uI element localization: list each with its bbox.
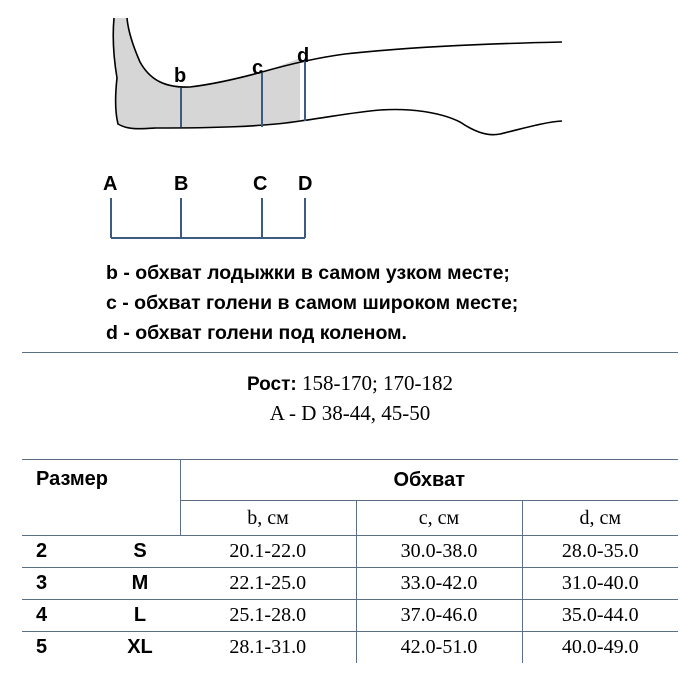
size-info-block — [22, 353, 678, 460]
girth-header: Обхват — [180, 460, 678, 501]
table-row — [22, 536, 678, 568]
size-code: L — [100, 600, 180, 632]
girth-c-value: 30.0-38.0 — [356, 536, 522, 568]
size-number: 5 — [22, 632, 100, 664]
size-code: M — [100, 568, 180, 600]
size-code: XL — [100, 632, 180, 664]
leg-measurement-diagram — [0, 0, 700, 252]
girth-b-value: 25.1-28.0 — [180, 600, 356, 632]
girth-d-value: 31.0-40.0 — [522, 568, 678, 600]
height-line — [22, 369, 678, 399]
girth-b-value: 20.1-22.0 — [180, 536, 356, 568]
measurement-legend — [106, 258, 686, 348]
girth-d-value: 40.0-49.0 — [522, 632, 678, 664]
girth-c-value: 33.0-42.0 — [356, 568, 522, 600]
marker-b-label: b — [174, 65, 187, 87]
girth-d-value: 28.0-35.0 — [522, 536, 678, 568]
legend-line-d: d - обхват голени под коленом. — [106, 322, 407, 344]
stocking-shape — [113, 18, 300, 129]
girth-b-value: 28.1-31.0 — [180, 632, 356, 664]
column-header-b: b, см — [180, 501, 356, 536]
scale-b-label: B — [174, 173, 189, 195]
legend-line-b: b - обхват лодыжки в самом узком месте; — [106, 262, 510, 284]
girth-b-value: 22.1-25.0 — [180, 568, 356, 600]
scale-d-label: D — [298, 173, 313, 195]
girth-c-value: 42.0-51.0 — [356, 632, 522, 664]
size-table — [22, 352, 678, 663]
scale-a-label: A — [103, 173, 118, 195]
girth-d-value: 35.0-44.0 — [522, 600, 678, 632]
table-row — [22, 632, 678, 664]
scale-bracket — [111, 198, 305, 238]
girth-c-value: 37.0-46.0 — [356, 600, 522, 632]
table-row — [22, 600, 678, 632]
table-row — [22, 568, 678, 600]
size-number: 3 — [22, 568, 100, 600]
marker-c-label: c — [252, 57, 264, 79]
size-number: 2 — [22, 536, 100, 568]
height-label: Рост: — [246, 374, 297, 395]
size-number: 4 — [22, 600, 100, 632]
column-header-c: c, см — [356, 501, 522, 536]
length-line: A - D 38-44, 45-50 — [269, 401, 431, 425]
legend-line-c: c - обхват голени в самом широком месте; — [106, 292, 519, 314]
leg-outline-top — [127, 18, 562, 87]
marker-d-label: d — [297, 45, 310, 67]
column-header-d: d, см — [522, 501, 678, 536]
size-header: Размер — [22, 460, 180, 536]
size-code: S — [100, 536, 180, 568]
height-values: 158-170; 170-182 — [296, 371, 454, 395]
scale-c-label: C — [253, 173, 268, 195]
